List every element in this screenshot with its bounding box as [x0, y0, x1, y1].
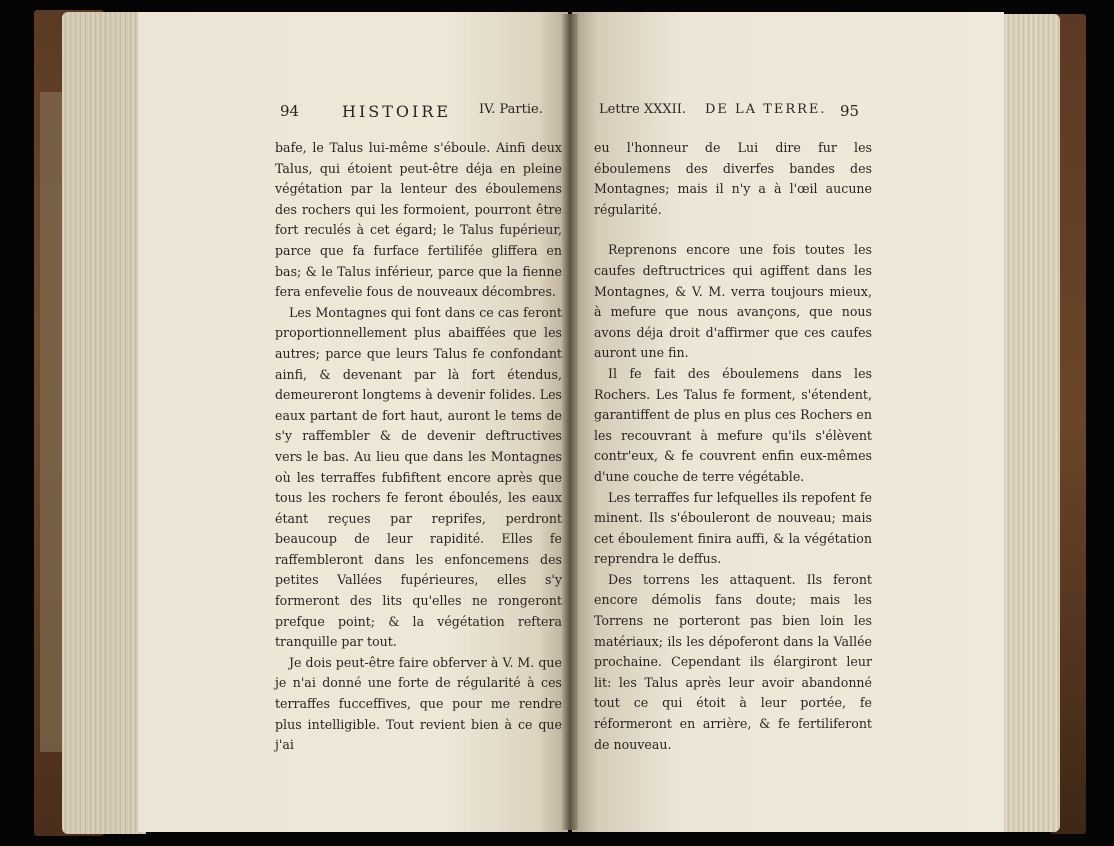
- right-paragraph-5: Des torrens les attaquent. Ils feront encore démolis fans doute; mais les Torrens ne porteront pas bien loin les matériaux; ils les dépoferont dans la Vallée prochaine. Cependant ils élargiront leur lit: les Talus après leur avoir abandonné tout ce qui étoit à leur portée, fe réformeront en arrière, & fe fertiliferont de nouveau.: [594, 571, 872, 752]
- left-header-part: IV. Partie.: [479, 102, 543, 117]
- left-page-edges: [62, 12, 146, 834]
- right-paragraph-3: Il fe fait des éboulemens dans les Rochers. Les Talus fe forment, s'étendent, garantiffent de plus en plus ces Rochers en les recouvrant à mefure qu'ils s'élèvent contr'eux, & fe couvrent enfin eux-mêmes d'une couche de terre végétable.: [594, 365, 872, 484]
- right-paragraph-4: Les terraffes fur lefquelles ils repofent fe minent. Ils s'ébouleront de nouveau; mais cet éboulement finira auffi, & la végétation reprendra le deffus.: [594, 489, 872, 567]
- left-header-title: HISTOIRE: [342, 102, 452, 121]
- right-paragraph-2: Reprenons encore une fois toutes les caufes deftructrices qui agiffent dans les Montagnes, & V. M. verra toujours mieux, à mefure que nous avançons, que nous avons déja droit d'affirmer que ces caufes auront une fin.: [594, 242, 872, 361]
- left-paragraph-3: Je dois peut-être faire obferver à V. M. que je n'ai donné une forte de régularité à ces terraffes fucceffives, que pour me rendre plus intelligible. Tout revient bien à ce que j'ai: [275, 654, 562, 753]
- right-paragraph-1: eu l'honneur de Lui dire fur les éboulemens des diverfes bandes des Montagnes; mais il n'y a à l'œil aucune régularité.: [594, 140, 872, 217]
- right-page-edges: [1000, 14, 1060, 832]
- right-header-title: DE LA TERRE.: [705, 102, 827, 117]
- right-text-block: [594, 138, 872, 755]
- right-header-letter: Lettre XXXII.: [599, 102, 686, 117]
- left-text-block: [275, 138, 562, 756]
- left-paragraph-2: Les Montagnes qui font dans ce cas feront proportionnellement plus abaiffées que les autres; parce que leurs Talus fe confondant ainfi, & devenant par là fort étendus, demeureront longtems à devenir folides. Les eaux partant de fort haut, auront le tems de s'y raffembler & de devenir deftructives vers le bas. Au lieu que dans les Montagnes où les terraffes fubfiftent encore après que tous les rochers fe feront éboulés, les eaux étant reçues par reprifes, perdront beaucoup de leur rapidité. Elles fe raffembleront dans les enfoncemens des petites Vallées fupérieures, elles s'y formeront des lits qu'elles ne rongeront prefque point; & la végétation reftera tranquille par tout.: [275, 304, 562, 650]
- left-paragraph-1: bafe, le Talus lui-même s'éboule. Ainfi deux Talus, qui étoient peut-être déja en pleine végétation par la lenteur des éboulemens des rochers qui les formoient, pourront être fort reculés à cet égard; le Talus fupérieur, parce que fa furface fertilifée gliffera en bas; & le Talus inférieur, parce que la fienne fera enfevelie fous de nouveaux décombres.: [275, 140, 562, 300]
- right-page-number: 95: [840, 102, 860, 120]
- right-page: [572, 12, 1004, 832]
- left-page-number: 94: [280, 102, 300, 120]
- left-page: [138, 12, 568, 832]
- book-gutter: [562, 14, 578, 830]
